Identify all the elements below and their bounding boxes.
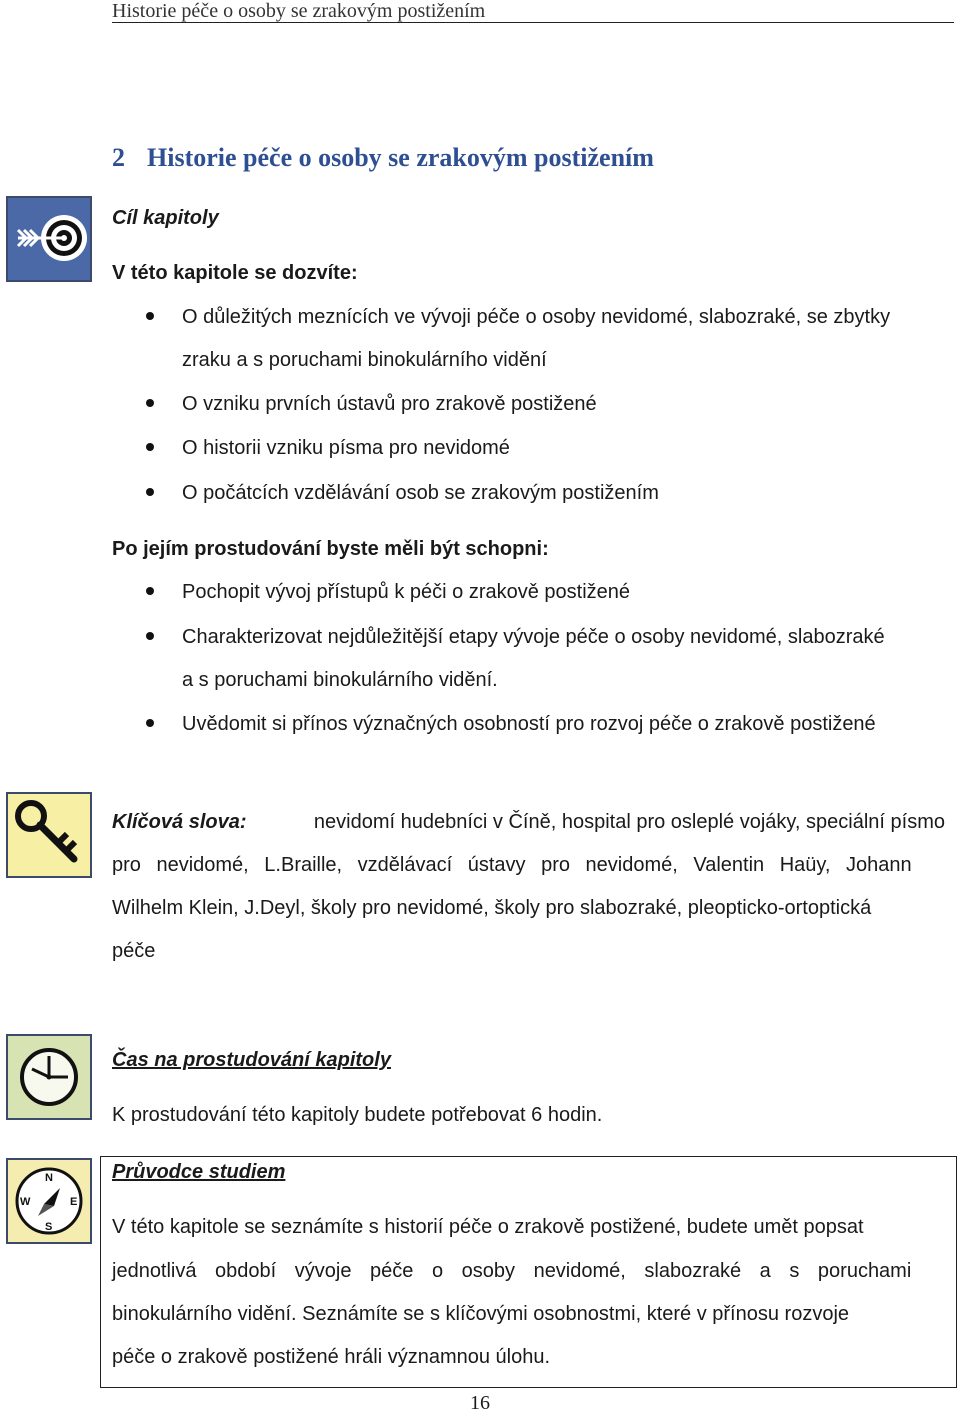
guide-text-4: péče o zrakově postižené hráli významnou úlohu. (112, 1346, 551, 1368)
key-graphic (8, 794, 90, 876)
keywords-line-1 (112, 811, 945, 833)
keywords-text-2: pro nevidomé, L.Braille, vzdělávací ústavy pro nevidomé, Valentin Haüy, Johann (112, 854, 912, 876)
goal-item-1-line2: zraku a s poruchami binokulárního vidění (182, 349, 547, 371)
goal-item-1-line1: O důležitých meznících ve vývoji péče o osoby nevidomé, slabozraké, se zbytky (182, 306, 891, 328)
chapter-number: 2 (112, 143, 125, 172)
guide-text-2: jednotlivá období vývoje péče o osoby nevidomé, slabozraké a s poruchami (112, 1260, 912, 1282)
outcome-item-3: Uvědomit si přínos význačných osobností pro rozvoj péče o zrakově postižené (182, 713, 876, 735)
bullet-icon (146, 399, 154, 407)
compass-graphic (8, 1160, 90, 1242)
keywords-line-2 (112, 854, 945, 876)
keywords-text-4: péče (112, 940, 156, 962)
study-guide-heading: Průvodce studiem (112, 1161, 286, 1183)
running-header (112, 0, 954, 23)
compass-letter-s: S (45, 1221, 53, 1233)
guide-text-1: V této kapitole se seznámíte s historií péče o zrakově postižené, budete umět popsat (112, 1216, 864, 1238)
study-time-text: K prostudování této kapitoly budete potřebovat 6 hodin. (112, 1104, 603, 1126)
study-time-heading: Čas na prostudování kapitoly (112, 1049, 391, 1071)
outcome-item-2-line2: a s poruchami binokulárního vidění. (182, 669, 498, 691)
chapter-title-text: Historie péče o osoby se zrakovým postižením (147, 143, 654, 172)
clock-graphic (8, 1036, 90, 1118)
key-icon (6, 792, 92, 878)
bullet-icon (146, 587, 154, 595)
outcome-item-2-line1: Charakterizovat nejdůležitější etapy vývoje péče o osoby nevidomé, slabozraké (182, 626, 885, 648)
outcomes-heading: Po jejím prostudování byste měli být schopni: (112, 538, 549, 560)
goal-item-3: O historii vzniku písma pro nevidomé (182, 437, 510, 459)
bullet-icon (146, 488, 154, 496)
clock-icon (6, 1034, 92, 1120)
compass-icon (6, 1158, 92, 1244)
goal-heading: Cíl kapitoly (112, 207, 219, 229)
compass-letter-w: W (20, 1196, 31, 1208)
chapter-title (112, 143, 654, 173)
page-number: 16 (470, 1392, 490, 1414)
bullet-icon (146, 312, 154, 320)
guide-text-3: binokulárního vidění. Seznámíte se s klíčovými osobnostmi, které v přínosu rozvoje (112, 1303, 850, 1325)
goal-intro: V této kapitole se dozvíte: (112, 262, 358, 284)
compass-letter-e: E (70, 1196, 78, 1208)
bullet-icon (146, 719, 154, 727)
keywords-text-1: nevidomí hudebníci v Číně, hospital pro osleplé vojáky, speciální písmo (313, 811, 945, 833)
goal-item-2: O vzniku prvních ústavů pro zrakově postižené (182, 393, 597, 415)
guide-line-3 (112, 1303, 945, 1325)
outcome-item-1: Pochopit vývoj přístupů k péči o zrakově postižené (182, 581, 631, 603)
keywords-label: Klíčová slova: (112, 811, 247, 833)
target-arrow-icon (6, 196, 92, 282)
bullet-icon (146, 443, 154, 451)
running-header-text: Historie péče o osoby se zrakovým postižením (112, 0, 486, 22)
target-arrow-graphic (8, 198, 90, 280)
guide-line-1 (112, 1216, 945, 1238)
keywords-line-3 (112, 897, 945, 919)
goal-item-4: O počátcích vzdělávání osob se zrakovým postižením (182, 482, 659, 504)
keywords-text-3: Wilhelm Klein, J.Deyl, školy pro nevidomé, školy pro slabozraké, pleopticko-ortoptická (112, 897, 872, 919)
guide-line-2 (112, 1260, 945, 1282)
compass-letter-n: N (45, 1172, 53, 1184)
bullet-icon (146, 632, 154, 640)
